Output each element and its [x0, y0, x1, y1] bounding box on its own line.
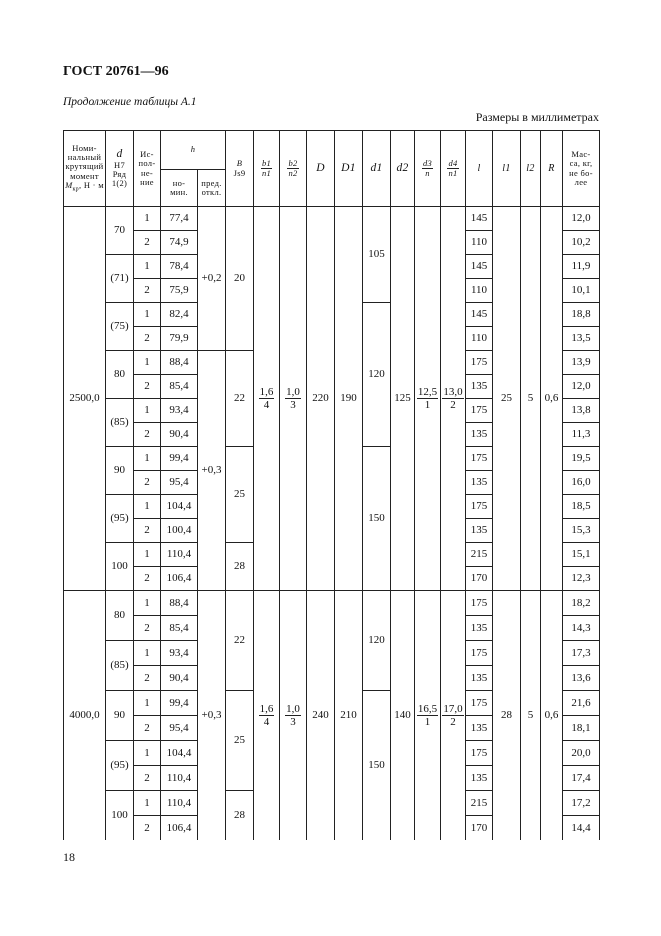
l-value: 175 — [466, 591, 493, 616]
h-nominal: 90,4 — [161, 423, 198, 447]
l-value: 215 — [466, 543, 493, 567]
version: 1 — [134, 741, 161, 766]
bore-diameter-d: (71) — [106, 255, 134, 303]
l-value: 110 — [466, 231, 493, 255]
R-value: 0,6 — [541, 591, 563, 841]
R-value: 0,6 — [541, 207, 563, 591]
b1-n1: $\frac{1,6}{4}$ — [254, 207, 280, 591]
version: 1 — [134, 399, 161, 423]
header-D1: D1 — [335, 131, 363, 207]
h-nominal: 104,4 — [161, 495, 198, 519]
b2-n2: $\frac{1,0}{3}$ — [280, 207, 307, 591]
h-nominal: 88,4 — [161, 591, 198, 616]
h-nominal: 110,4 — [161, 766, 198, 791]
mass-value: 12,0 — [563, 375, 600, 399]
mass-value: 17,2 — [563, 791, 600, 816]
header-l2: l2 — [521, 131, 541, 207]
version: 1 — [134, 303, 161, 327]
mass-value: 10,2 — [563, 231, 600, 255]
h-tolerance: +0,3 — [198, 351, 226, 591]
l-value: 145 — [466, 303, 493, 327]
l-value: 135 — [466, 716, 493, 741]
h-nominal: 79,9 — [161, 327, 198, 351]
mass-value: 14,4 — [563, 816, 600, 841]
header-d2: d2 — [391, 131, 415, 207]
mass-value: 20,0 — [563, 741, 600, 766]
version: 2 — [134, 716, 161, 741]
bore-diameter-d: 80 — [106, 591, 134, 641]
mass-value: 14,3 — [563, 616, 600, 641]
B-value: 20 — [226, 207, 254, 351]
h-nominal: 99,4 — [161, 447, 198, 471]
moment-block — [64, 207, 600, 591]
units-note: Размеры в миллиметрах — [475, 110, 599, 124]
d1-value: 105 — [363, 207, 391, 303]
l-value: 175 — [466, 641, 493, 666]
d4-n1: $\frac{17,0}{2}$ — [441, 591, 466, 841]
mass-value: 16,0 — [563, 471, 600, 495]
version: 2 — [134, 567, 161, 591]
h-nominal: 95,4 — [161, 471, 198, 495]
d1-value: 120 — [363, 591, 391, 691]
nominal-torque: 2500,0 — [64, 207, 106, 591]
header-B: B Js9 — [226, 131, 254, 207]
table-row — [64, 591, 600, 616]
h-nominal: 95,4 — [161, 716, 198, 741]
h-nominal: 90,4 — [161, 666, 198, 691]
bore-diameter-d: 100 — [106, 543, 134, 591]
h-nominal: 77,4 — [161, 207, 198, 231]
l-value: 175 — [466, 351, 493, 375]
mass-value: 13,6 — [563, 666, 600, 691]
version: 1 — [134, 255, 161, 279]
moment-block — [64, 591, 600, 841]
h-nominal: 100,4 — [161, 519, 198, 543]
bore-diameter-d: 90 — [106, 447, 134, 495]
version: 2 — [134, 327, 161, 351]
mass-value: 21,6 — [563, 691, 600, 716]
l-value: 135 — [466, 375, 493, 399]
header-moment: Номи- нальный крутящий момент $M_{кр}$, Н · м — [64, 131, 106, 207]
version: 2 — [134, 231, 161, 255]
h-nominal: 104,4 — [161, 741, 198, 766]
header-d3n: $\frac{d3}{n}$ — [415, 131, 441, 207]
l-value: 135 — [466, 423, 493, 447]
h-nominal: 85,4 — [161, 616, 198, 641]
version: 2 — [134, 766, 161, 791]
version: 2 — [134, 666, 161, 691]
mass-value: 10,1 — [563, 279, 600, 303]
header-b1n1: $\frac{b1}{n1}$ — [254, 131, 280, 207]
h-nominal: 99,4 — [161, 691, 198, 716]
bore-diameter-d: (85) — [106, 641, 134, 691]
header-l1: l1 — [493, 131, 521, 207]
version: 2 — [134, 423, 161, 447]
header-h: h — [161, 131, 226, 170]
l-value: 175 — [466, 495, 493, 519]
h-nominal: 93,4 — [161, 641, 198, 666]
h-nominal: 85,4 — [161, 375, 198, 399]
bore-diameter-d: (75) — [106, 303, 134, 351]
version: 1 — [134, 495, 161, 519]
B-value: 28 — [226, 543, 254, 591]
h-nominal: 78,4 — [161, 255, 198, 279]
version: 1 — [134, 591, 161, 616]
mass-value: 12,0 — [563, 207, 600, 231]
l2-value: 5 — [521, 591, 541, 841]
table-continuation-caption: Продолжение таблицы А.1 — [63, 96, 197, 108]
header-d: d H7 Ряд 1(2) — [106, 131, 134, 207]
mass-value: 18,8 — [563, 303, 600, 327]
mass-value: 18,5 — [563, 495, 600, 519]
l-value: 135 — [466, 666, 493, 691]
l-value: 175 — [466, 447, 493, 471]
nominal-torque: 4000,0 — [64, 591, 106, 841]
header-d1: d1 — [363, 131, 391, 207]
d2-value: 125 — [391, 207, 415, 591]
version: 1 — [134, 447, 161, 471]
l2-value: 5 — [521, 207, 541, 591]
version: 2 — [134, 616, 161, 641]
l-value: 145 — [466, 255, 493, 279]
bore-diameter-d: 100 — [106, 791, 134, 841]
B-value: 22 — [226, 351, 254, 447]
l-value: 135 — [466, 616, 493, 641]
header-d4n1: $\frac{d4}{n1}$ — [441, 131, 466, 207]
d3-n: $\frac{16,5}{1}$ — [415, 591, 441, 841]
h-nominal: 110,4 — [161, 543, 198, 567]
header-isp: Ис- пол- не- ние — [134, 131, 161, 207]
l1-value: 25 — [493, 207, 521, 591]
bore-diameter-d: (95) — [106, 495, 134, 543]
version: 1 — [134, 207, 161, 231]
mass-value: 18,1 — [563, 716, 600, 741]
mass-value: 11,3 — [563, 423, 600, 447]
h-nominal: 106,4 — [161, 816, 198, 841]
version: 1 — [134, 641, 161, 666]
D1-value: 210 — [335, 591, 363, 841]
l1-value: 28 — [493, 591, 521, 841]
bore-diameter-d: 90 — [106, 691, 134, 741]
header-l: l — [466, 131, 493, 207]
l-value: 145 — [466, 207, 493, 231]
header-R: R — [541, 131, 563, 207]
bore-diameter-d: (95) — [106, 741, 134, 791]
D-value: 240 — [307, 591, 335, 841]
version: 1 — [134, 691, 161, 716]
version: 2 — [134, 279, 161, 303]
D1-value: 190 — [335, 207, 363, 591]
dimensions-table — [63, 130, 600, 840]
version: 2 — [134, 519, 161, 543]
mass-value: 11,9 — [563, 255, 600, 279]
mass-value: 15,1 — [563, 543, 600, 567]
l-value: 170 — [466, 816, 493, 841]
header-h-nominal: но- мин. — [161, 170, 198, 207]
h-nominal: 82,4 — [161, 303, 198, 327]
version: 2 — [134, 816, 161, 841]
bore-diameter-d: 80 — [106, 351, 134, 399]
B-value: 25 — [226, 691, 254, 791]
B-value: 25 — [226, 447, 254, 543]
mass-value: 19,5 — [563, 447, 600, 471]
mass-value: 13,5 — [563, 327, 600, 351]
table-row — [64, 207, 600, 231]
l-value: 175 — [466, 399, 493, 423]
h-tolerance: +0,3 — [198, 591, 226, 841]
B-value: 22 — [226, 591, 254, 691]
h-nominal: 110,4 — [161, 791, 198, 816]
d4-n1: $\frac{13,0}{2}$ — [441, 207, 466, 591]
d2-value: 140 — [391, 591, 415, 841]
header-h-tolerance: пред. откл. — [198, 170, 226, 207]
l-value: 135 — [466, 471, 493, 495]
d1-value: 150 — [363, 447, 391, 591]
l-value: 175 — [466, 741, 493, 766]
mass-value: 17,4 — [563, 766, 600, 791]
version: 1 — [134, 791, 161, 816]
b1-n1: $\frac{1,6}{4}$ — [254, 591, 280, 841]
d1-value: 150 — [363, 691, 391, 841]
b2-n2: $\frac{1,0}{3}$ — [280, 591, 307, 841]
l-value: 135 — [466, 519, 493, 543]
D-value: 220 — [307, 207, 335, 591]
h-nominal: 106,4 — [161, 567, 198, 591]
header-mass: Мас- са, кг, не бо- лее — [563, 131, 600, 207]
h-tolerance: +0,2 — [198, 207, 226, 351]
l-value: 170 — [466, 567, 493, 591]
h-nominal: 74,9 — [161, 231, 198, 255]
d1-value: 120 — [363, 303, 391, 447]
version: 2 — [134, 375, 161, 399]
l-value: 135 — [466, 766, 493, 791]
mass-value: 13,9 — [563, 351, 600, 375]
version: 1 — [134, 351, 161, 375]
document-title: ГОСТ 20761—96 — [63, 64, 169, 79]
mass-value: 15,3 — [563, 519, 600, 543]
h-nominal: 88,4 — [161, 351, 198, 375]
l-value: 175 — [466, 691, 493, 716]
mass-value: 18,2 — [563, 591, 600, 616]
l-value: 110 — [466, 327, 493, 351]
h-nominal: 75,9 — [161, 279, 198, 303]
mass-value: 17,3 — [563, 641, 600, 666]
header-b2n2: $\frac{b2}{n2}$ — [280, 131, 307, 207]
l-value: 110 — [466, 279, 493, 303]
d3-n: $\frac{12,5}{1}$ — [415, 207, 441, 591]
h-nominal: 93,4 — [161, 399, 198, 423]
header-D: D — [307, 131, 335, 207]
page-number: 18 — [63, 850, 75, 864]
version: 1 — [134, 543, 161, 567]
mass-value: 12,3 — [563, 567, 600, 591]
version: 2 — [134, 471, 161, 495]
B-value: 28 — [226, 791, 254, 841]
mass-value: 13,8 — [563, 399, 600, 423]
l-value: 215 — [466, 791, 493, 816]
bore-diameter-d: 70 — [106, 207, 134, 255]
bore-diameter-d: (85) — [106, 399, 134, 447]
